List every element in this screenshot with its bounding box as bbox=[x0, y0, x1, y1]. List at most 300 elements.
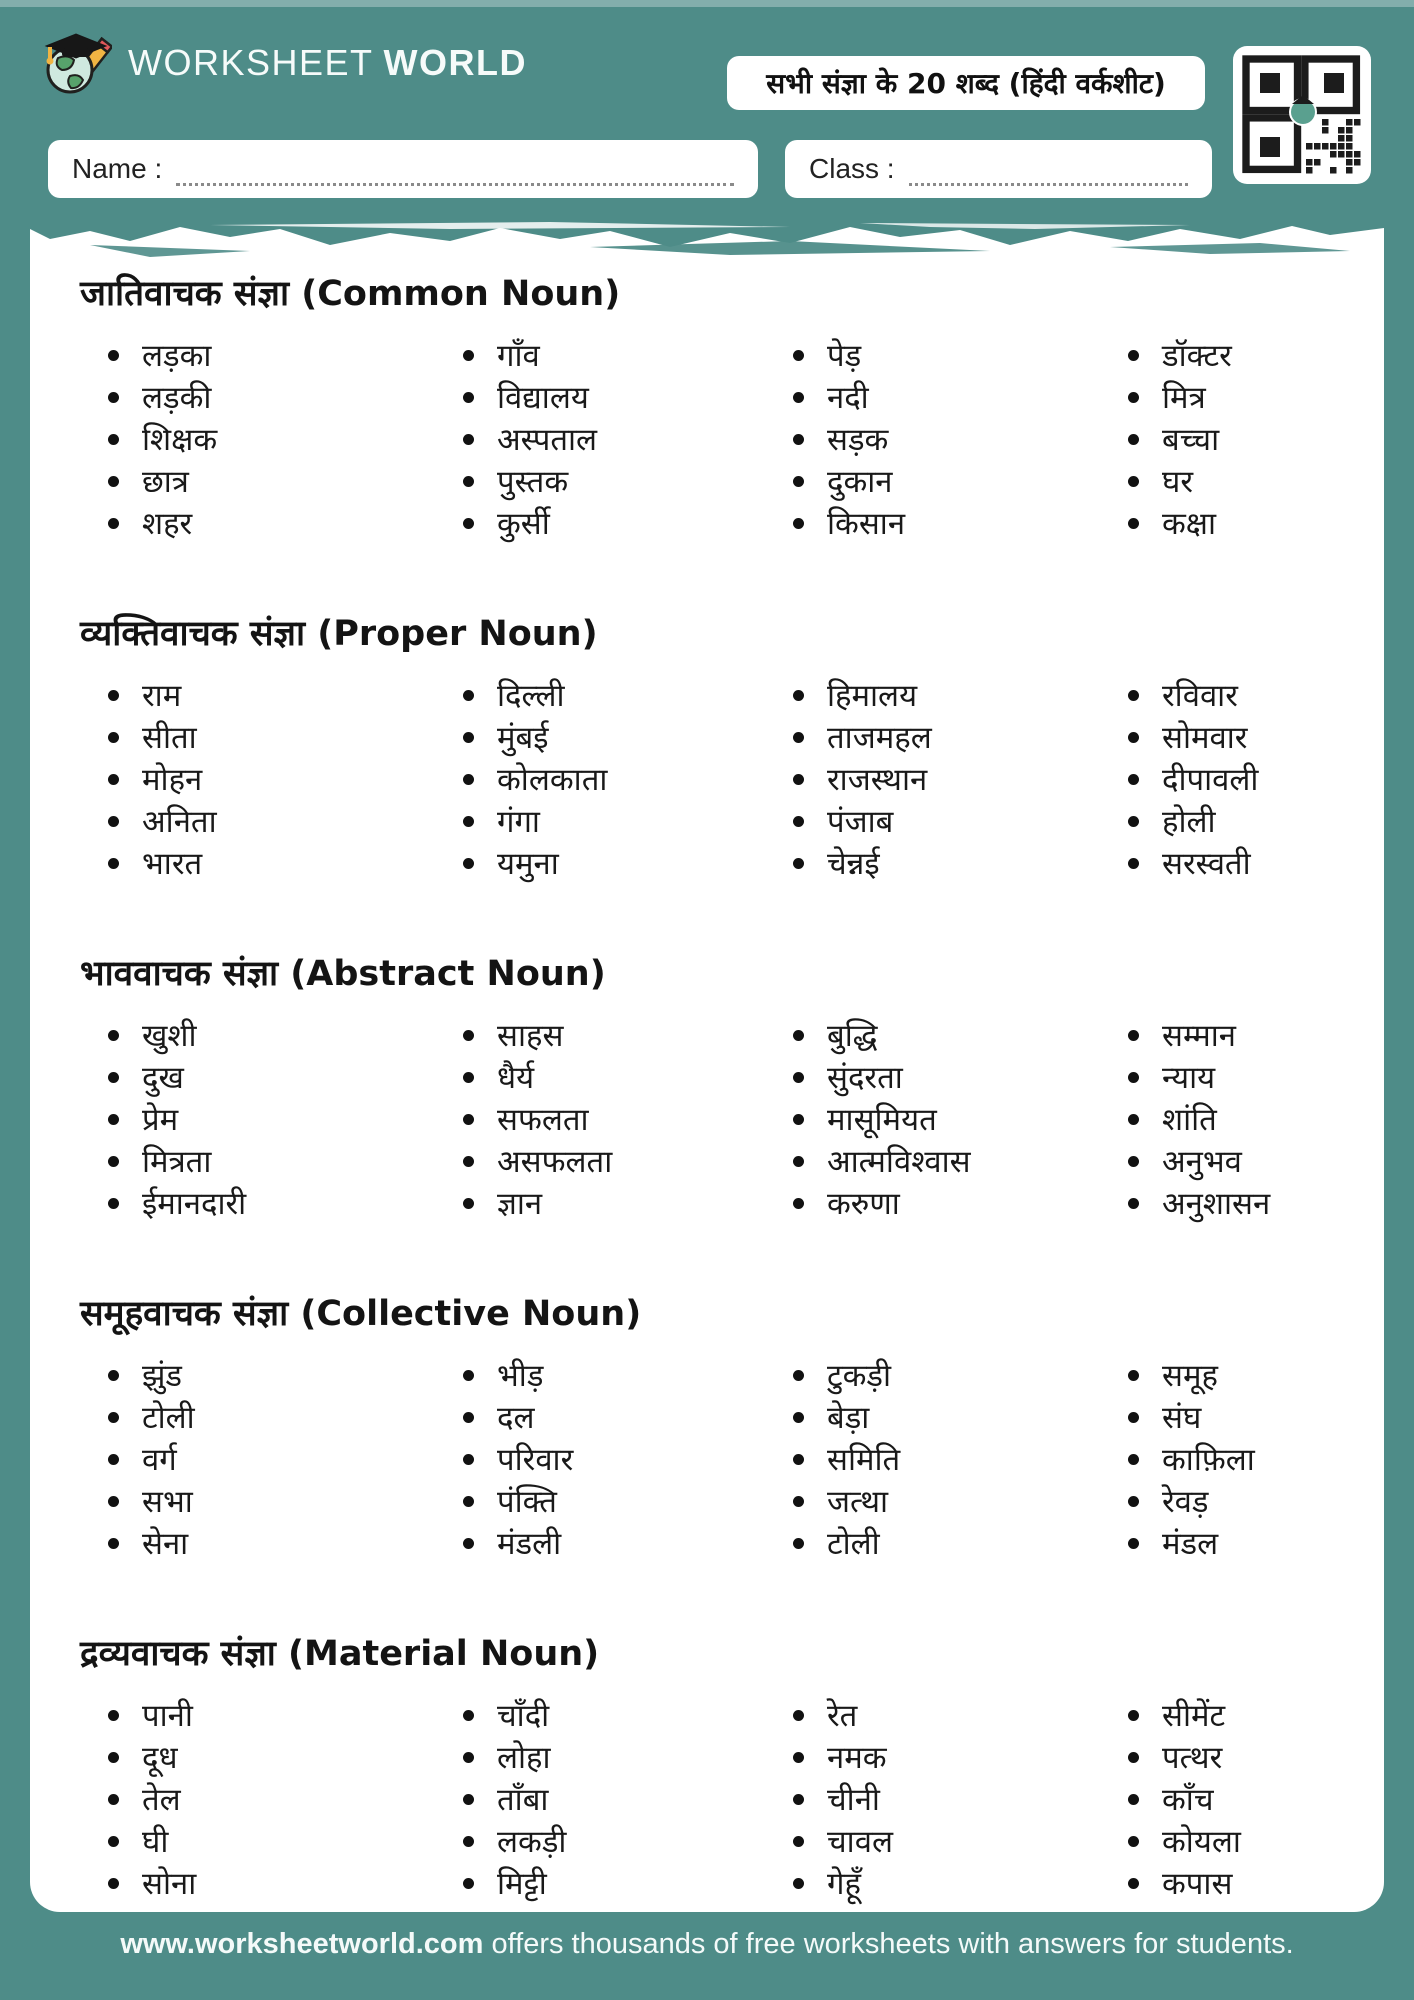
bullet-icon bbox=[1128, 1156, 1139, 1167]
word-item bbox=[793, 1056, 1128, 1098]
word-text: मासूमियत bbox=[827, 1102, 937, 1138]
word-item bbox=[108, 1820, 463, 1862]
word-item bbox=[793, 1354, 1128, 1396]
word-text: कोलकाता bbox=[497, 762, 608, 798]
bullet-icon bbox=[1128, 350, 1139, 361]
word-text: पेड़ bbox=[827, 338, 862, 374]
bullet-icon bbox=[793, 732, 804, 743]
word-item bbox=[463, 716, 793, 758]
bullet-icon bbox=[108, 1156, 119, 1167]
word-text: टोली bbox=[827, 1526, 880, 1562]
brand-logo bbox=[40, 24, 527, 102]
section-heading-english: (Abstract Noun) bbox=[290, 954, 606, 994]
word-item bbox=[793, 842, 1128, 884]
word-item bbox=[463, 376, 793, 418]
bullet-icon bbox=[463, 732, 474, 743]
word-text: टुकड़ी bbox=[827, 1358, 892, 1394]
noun-section bbox=[80, 272, 1354, 544]
word-item bbox=[108, 1694, 463, 1736]
bullet-icon bbox=[463, 434, 474, 445]
noun-section bbox=[80, 612, 1354, 884]
word-item bbox=[108, 1140, 463, 1182]
word-item bbox=[463, 1396, 793, 1438]
bullet-icon bbox=[463, 858, 474, 869]
word-item bbox=[1128, 1182, 1354, 1224]
word-item bbox=[793, 1140, 1128, 1182]
word-text: न्याय bbox=[1162, 1060, 1216, 1096]
bullet-icon bbox=[1128, 1370, 1139, 1381]
section-heading-english: (Proper Noun) bbox=[317, 614, 598, 654]
name-write-line[interactable] bbox=[176, 153, 734, 186]
word-text: सोमवार bbox=[1162, 720, 1248, 756]
bullet-icon bbox=[1128, 1412, 1139, 1423]
word-text: कक्षा bbox=[1162, 506, 1217, 542]
bullet-icon bbox=[108, 774, 119, 785]
bullet-icon bbox=[463, 1496, 474, 1507]
bullet-icon bbox=[793, 1030, 804, 1041]
bullet-icon bbox=[1128, 816, 1139, 827]
qr-center-mascot-icon bbox=[1289, 98, 1317, 126]
word-text: कपास bbox=[1162, 1866, 1233, 1902]
word-text: बेड़ा bbox=[827, 1400, 870, 1436]
word-grid bbox=[108, 334, 1354, 544]
brand-name bbox=[128, 42, 527, 84]
bullet-icon bbox=[463, 1794, 474, 1805]
word-item bbox=[793, 716, 1128, 758]
word-item bbox=[463, 800, 793, 842]
section-heading bbox=[80, 952, 1354, 996]
word-item bbox=[463, 1480, 793, 1522]
word-item bbox=[108, 1014, 463, 1056]
bullet-icon bbox=[463, 476, 474, 487]
class-label: Class : bbox=[809, 153, 895, 184]
class-field bbox=[785, 140, 1212, 198]
footer-tagline: offers thousands of free worksheets with answers for students. bbox=[483, 1928, 1294, 1960]
word-text: मोहन bbox=[142, 762, 203, 798]
word-text: परिवार bbox=[497, 1442, 574, 1478]
bullet-icon bbox=[463, 774, 474, 785]
bullet-icon bbox=[463, 690, 474, 701]
word-item bbox=[1128, 716, 1354, 758]
word-item bbox=[463, 334, 793, 376]
section-heading-hindi: जातिवाचक संज्ञा bbox=[80, 274, 302, 314]
word-text: भीड़ bbox=[497, 1358, 544, 1394]
paper-edge-strip bbox=[0, 0, 1414, 7]
word-text: दुख bbox=[142, 1060, 184, 1096]
word-text: अस्पताल bbox=[497, 422, 598, 458]
word-item bbox=[108, 1480, 463, 1522]
word-text: प्रेम bbox=[142, 1102, 179, 1138]
word-item bbox=[463, 502, 793, 544]
word-text: राम bbox=[142, 678, 182, 714]
bullet-icon bbox=[793, 350, 804, 361]
word-item bbox=[108, 418, 463, 460]
word-text: ईमानदारी bbox=[142, 1186, 247, 1222]
bullet-icon bbox=[463, 1156, 474, 1167]
word-item bbox=[1128, 1778, 1354, 1820]
word-text: ताँबा bbox=[497, 1782, 549, 1818]
bullet-icon bbox=[463, 1878, 474, 1889]
bullet-icon bbox=[463, 392, 474, 403]
word-item bbox=[1128, 674, 1354, 716]
bullet-icon bbox=[1128, 1114, 1139, 1125]
word-item bbox=[463, 1778, 793, 1820]
word-item bbox=[463, 1820, 793, 1862]
bullet-icon bbox=[793, 858, 804, 869]
section-heading bbox=[80, 612, 1354, 656]
word-text: मित्र bbox=[1162, 380, 1206, 416]
word-text: डॉक्टर bbox=[1162, 338, 1232, 374]
word-text: समिति bbox=[827, 1442, 901, 1478]
word-item bbox=[793, 1862, 1128, 1904]
word-item bbox=[463, 1140, 793, 1182]
bullet-icon bbox=[793, 518, 804, 529]
word-text: सरस्वती bbox=[1162, 846, 1251, 882]
word-text: मित्रता bbox=[142, 1144, 212, 1180]
bullet-icon bbox=[793, 1878, 804, 1889]
name-label: Name : bbox=[72, 153, 163, 184]
section-heading bbox=[80, 1292, 1354, 1336]
bullet-icon bbox=[1128, 1496, 1139, 1507]
word-text: झुंड bbox=[142, 1358, 183, 1394]
word-text: भारत bbox=[142, 846, 203, 882]
word-item bbox=[793, 1480, 1128, 1522]
bullet-icon bbox=[108, 858, 119, 869]
word-text: सीमेंट bbox=[1162, 1698, 1226, 1734]
word-text: अनुभव bbox=[1162, 1144, 1242, 1180]
bullet-icon bbox=[108, 1752, 119, 1763]
word-item bbox=[1128, 1354, 1354, 1396]
bullet-icon bbox=[463, 816, 474, 827]
word-text: वर्ग bbox=[142, 1442, 177, 1478]
bullet-icon bbox=[463, 1454, 474, 1465]
bullet-icon bbox=[108, 1114, 119, 1125]
bullet-icon bbox=[463, 350, 474, 361]
bullet-icon bbox=[1128, 1454, 1139, 1465]
word-text: नमक bbox=[827, 1740, 887, 1776]
brand-name-second: WORLD bbox=[383, 42, 527, 83]
bullet-icon bbox=[463, 1030, 474, 1041]
bullet-icon bbox=[1128, 690, 1139, 701]
sections bbox=[30, 222, 1384, 1972]
word-text: चीनी bbox=[827, 1782, 880, 1818]
section-heading-hindi: भाववाचक संज्ञा bbox=[80, 954, 291, 994]
word-item bbox=[108, 758, 463, 800]
bullet-icon bbox=[1128, 1538, 1139, 1549]
class-write-line[interactable] bbox=[909, 153, 1188, 186]
word-text: मंडल bbox=[1162, 1526, 1219, 1562]
bullet-icon bbox=[793, 774, 804, 785]
bullet-icon bbox=[1128, 774, 1139, 785]
word-item bbox=[108, 1438, 463, 1480]
word-item bbox=[108, 1354, 463, 1396]
word-item bbox=[463, 1354, 793, 1396]
word-text: शिक्षक bbox=[142, 422, 218, 458]
word-text: कुर्सी bbox=[497, 506, 550, 542]
word-text: कोयला bbox=[1162, 1824, 1241, 1860]
word-item bbox=[793, 1014, 1128, 1056]
word-item bbox=[1128, 1396, 1354, 1438]
bullet-icon bbox=[793, 1114, 804, 1125]
word-text: असफलता bbox=[497, 1144, 613, 1180]
word-text: ताजमहल bbox=[827, 720, 932, 756]
noun-section bbox=[80, 952, 1354, 1224]
bullet-icon bbox=[108, 1836, 119, 1847]
bullet-icon bbox=[793, 1370, 804, 1381]
section-heading bbox=[80, 1632, 1354, 1676]
word-text: यमुना bbox=[497, 846, 559, 882]
word-item bbox=[793, 1098, 1128, 1140]
word-text: काँच bbox=[1162, 1782, 1214, 1818]
word-item bbox=[1128, 758, 1354, 800]
word-text: समूह bbox=[1162, 1358, 1218, 1394]
word-text: लड़की bbox=[142, 380, 212, 416]
word-item bbox=[108, 334, 463, 376]
section-heading-hindi: समूहवाचक संज्ञा bbox=[80, 1294, 301, 1334]
word-item bbox=[793, 1438, 1128, 1480]
word-text: चाँदी bbox=[497, 1698, 550, 1734]
word-grid bbox=[108, 674, 1354, 884]
word-text: दल bbox=[497, 1400, 535, 1436]
bullet-icon bbox=[793, 1412, 804, 1423]
word-item bbox=[1128, 1140, 1354, 1182]
bullet-icon bbox=[793, 476, 804, 487]
word-text: गेहूँ bbox=[827, 1866, 861, 1902]
bullet-icon bbox=[1128, 732, 1139, 743]
word-text: पानी bbox=[142, 1698, 193, 1734]
word-text: मुंबई bbox=[497, 720, 549, 756]
word-text: संघ bbox=[1162, 1400, 1202, 1436]
word-item bbox=[1128, 1694, 1354, 1736]
word-item bbox=[793, 800, 1128, 842]
word-item bbox=[1128, 1438, 1354, 1480]
bullet-icon bbox=[108, 1454, 119, 1465]
word-item bbox=[108, 1056, 463, 1098]
bullet-icon bbox=[463, 1072, 474, 1083]
bullet-icon bbox=[108, 1538, 119, 1549]
bullet-icon bbox=[108, 1072, 119, 1083]
bullet-icon bbox=[108, 350, 119, 361]
word-text: गंगा bbox=[497, 804, 540, 840]
bullet-icon bbox=[1128, 392, 1139, 403]
bullet-icon bbox=[793, 392, 804, 403]
bullet-icon bbox=[793, 1072, 804, 1083]
bullet-icon bbox=[1128, 1794, 1139, 1805]
bullet-icon bbox=[108, 732, 119, 743]
worksheet-card bbox=[30, 222, 1384, 1912]
bullet-icon bbox=[108, 518, 119, 529]
word-item bbox=[108, 674, 463, 716]
word-item bbox=[108, 502, 463, 544]
bullet-icon bbox=[1128, 1198, 1139, 1209]
word-text: छात्र bbox=[142, 464, 189, 500]
word-item bbox=[793, 376, 1128, 418]
bullet-icon bbox=[1128, 434, 1139, 445]
word-text: सुंदरता bbox=[827, 1060, 903, 1096]
word-text: बच्चा bbox=[1162, 422, 1220, 458]
word-text: काफ़िला bbox=[1162, 1442, 1255, 1478]
bullet-icon bbox=[108, 392, 119, 403]
name-field bbox=[48, 140, 758, 198]
word-text: पंक्ति bbox=[497, 1484, 557, 1520]
word-item bbox=[793, 1396, 1128, 1438]
bullet-icon bbox=[1128, 1710, 1139, 1721]
word-text: विद्यालय bbox=[497, 380, 589, 416]
word-item bbox=[463, 460, 793, 502]
word-item bbox=[1128, 1820, 1354, 1862]
section-heading bbox=[80, 272, 1354, 316]
word-text: दिल्ली bbox=[497, 678, 565, 714]
word-item bbox=[463, 1736, 793, 1778]
word-item bbox=[463, 1694, 793, 1736]
word-item bbox=[793, 460, 1128, 502]
noun-section bbox=[80, 1292, 1354, 1564]
word-item bbox=[1128, 1862, 1354, 1904]
word-item bbox=[108, 1862, 463, 1904]
bullet-icon bbox=[108, 476, 119, 487]
bullet-icon bbox=[463, 1836, 474, 1847]
bullet-icon bbox=[793, 1794, 804, 1805]
word-item bbox=[1128, 800, 1354, 842]
bullet-icon bbox=[463, 1198, 474, 1209]
word-text: करुणा bbox=[827, 1186, 900, 1222]
bullet-icon bbox=[1128, 1752, 1139, 1763]
word-item bbox=[463, 758, 793, 800]
bullet-icon bbox=[1128, 518, 1139, 529]
word-text: अनुशासन bbox=[1162, 1186, 1271, 1222]
word-text: राजस्थान bbox=[827, 762, 928, 798]
bullet-icon bbox=[793, 1496, 804, 1507]
word-item bbox=[793, 1182, 1128, 1224]
word-text: धैर्य bbox=[497, 1060, 535, 1096]
word-text: दुकान bbox=[827, 464, 893, 500]
word-text: जत्था bbox=[827, 1484, 889, 1520]
word-text: रविवार bbox=[1162, 678, 1238, 714]
word-item bbox=[108, 1396, 463, 1438]
word-text: ज्ञान bbox=[497, 1186, 543, 1222]
word-text: बुद्धि bbox=[827, 1018, 878, 1054]
word-text: शहर bbox=[142, 506, 193, 542]
word-text: पंजाब bbox=[827, 804, 894, 840]
word-text: लड़का bbox=[142, 338, 212, 374]
word-text: सड़क bbox=[827, 422, 889, 458]
word-text: टोली bbox=[142, 1400, 195, 1436]
word-text: दीपावली bbox=[1162, 762, 1259, 798]
bullet-icon bbox=[793, 1198, 804, 1209]
word-item bbox=[1128, 334, 1354, 376]
word-text: रेवड़ bbox=[1162, 1484, 1209, 1520]
section-heading-english: (Collective Noun) bbox=[300, 1294, 642, 1334]
word-item bbox=[793, 1778, 1128, 1820]
word-text: अनिता bbox=[142, 804, 217, 840]
word-item bbox=[1128, 1736, 1354, 1778]
word-item bbox=[1128, 460, 1354, 502]
bullet-icon bbox=[793, 434, 804, 445]
word-item bbox=[108, 716, 463, 758]
bullet-icon bbox=[108, 1710, 119, 1721]
bullet-icon bbox=[463, 1538, 474, 1549]
bullet-icon bbox=[793, 816, 804, 827]
word-item bbox=[1128, 1014, 1354, 1056]
bullet-icon bbox=[793, 1156, 804, 1167]
footer-text bbox=[0, 1928, 1414, 1961]
bullet-icon bbox=[108, 690, 119, 701]
word-text: आत्मविश्वास bbox=[827, 1144, 971, 1180]
word-text: रेत bbox=[827, 1698, 858, 1734]
word-item bbox=[1128, 842, 1354, 884]
brand-logo-icon bbox=[40, 24, 112, 102]
word-item bbox=[463, 674, 793, 716]
word-text: होली bbox=[1162, 804, 1216, 840]
noun-section bbox=[80, 1632, 1354, 1904]
word-item bbox=[1128, 418, 1354, 460]
word-text: सीता bbox=[142, 720, 197, 756]
bullet-icon bbox=[793, 1454, 804, 1465]
word-text: लकड़ी bbox=[497, 1824, 567, 1860]
bullet-icon bbox=[108, 434, 119, 445]
word-item bbox=[1128, 1480, 1354, 1522]
word-text: तेल bbox=[142, 1782, 181, 1818]
word-item bbox=[1128, 1522, 1354, 1564]
word-text: दूध bbox=[142, 1740, 178, 1776]
bullet-icon bbox=[1128, 1030, 1139, 1041]
bullet-icon bbox=[793, 1710, 804, 1721]
bullet-icon bbox=[1128, 1072, 1139, 1083]
word-item bbox=[793, 502, 1128, 544]
bullet-icon bbox=[108, 816, 119, 827]
word-item bbox=[793, 758, 1128, 800]
qr-code bbox=[1233, 46, 1371, 184]
word-item bbox=[793, 418, 1128, 460]
word-text: गाँव bbox=[497, 338, 540, 374]
word-item bbox=[108, 1098, 463, 1140]
word-item bbox=[793, 1522, 1128, 1564]
word-text: घी bbox=[142, 1824, 169, 1860]
word-item bbox=[108, 1778, 463, 1820]
word-text: नदी bbox=[827, 380, 869, 416]
bullet-icon bbox=[108, 1370, 119, 1381]
word-text: सफलता bbox=[497, 1102, 589, 1138]
word-text: लोहा bbox=[497, 1740, 551, 1776]
word-item bbox=[463, 1522, 793, 1564]
footer-site-url: www.worksheetworld.com bbox=[120, 1928, 484, 1960]
word-item bbox=[463, 1182, 793, 1224]
bullet-icon bbox=[793, 1752, 804, 1763]
bullet-icon bbox=[108, 1794, 119, 1805]
bullet-icon bbox=[108, 1496, 119, 1507]
bullet-icon bbox=[1128, 476, 1139, 487]
word-grid bbox=[108, 1354, 1354, 1564]
word-item bbox=[793, 334, 1128, 376]
word-item bbox=[463, 1862, 793, 1904]
worksheet-title-badge bbox=[727, 56, 1205, 110]
word-item bbox=[463, 842, 793, 884]
bullet-icon bbox=[463, 1752, 474, 1763]
word-item bbox=[793, 1820, 1128, 1862]
word-item bbox=[1128, 1056, 1354, 1098]
bullet-icon bbox=[793, 690, 804, 701]
word-text: साहस bbox=[497, 1018, 564, 1054]
section-heading-hindi: व्यक्तिवाचक संज्ञा bbox=[80, 614, 318, 654]
word-item bbox=[1128, 502, 1354, 544]
bullet-icon bbox=[463, 1710, 474, 1721]
word-text: सभा bbox=[142, 1484, 193, 1520]
bullet-icon bbox=[793, 1836, 804, 1847]
bullet-icon bbox=[108, 1878, 119, 1889]
bullet-icon bbox=[108, 1198, 119, 1209]
word-item bbox=[463, 1056, 793, 1098]
bullet-icon bbox=[463, 1370, 474, 1381]
